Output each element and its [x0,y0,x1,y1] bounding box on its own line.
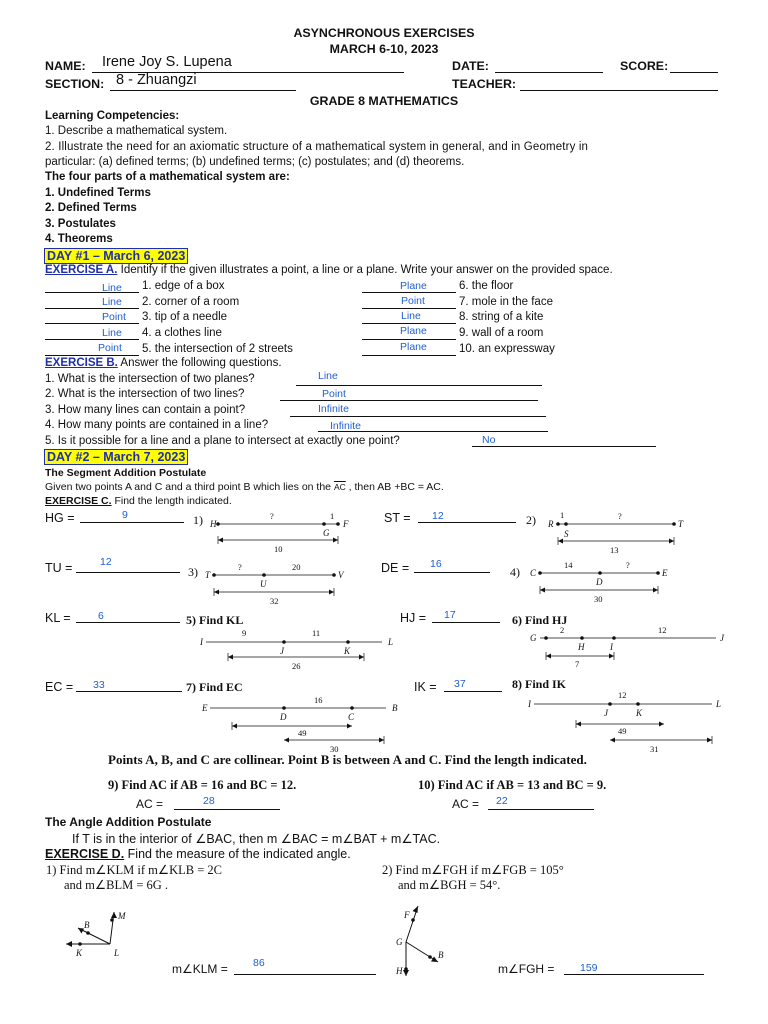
exA-answer-4[interactable]: Line [102,327,122,339]
exA-answer-8[interactable]: Line [401,310,421,322]
day2-banner: DAY #2 – March 7, 2023 [44,449,188,465]
svg-text:31: 31 [650,744,659,754]
competency-2b: particular: (a) defined terms; (b) undefined terms; (c) postulates; and (d) theorems. [45,156,465,168]
hj-label: HJ = [400,611,427,625]
svg-text:12: 12 [658,626,667,635]
svg-text:R: R [548,519,554,529]
figure-3 [186,558,361,608]
angle-postulate-text: If T is in the interior of ∠BAC, then m ∠BAC = m∠BAT + m∠TAC. [72,832,441,846]
figure-5-title: 5) Find KL [186,613,244,627]
svg-text:32: 32 [270,596,279,606]
svg-text:4): 4) [510,565,520,579]
svg-text:14: 14 [564,560,573,570]
worksheet-dates: MARCH 6-10, 2023 [329,42,439,56]
svg-text:7: 7 [575,659,580,669]
svg-text:S: S [564,529,569,539]
figure-1 [190,508,365,556]
exercise-b-instruction: EXERCISE B. Answer the following questions. [45,357,282,369]
svg-text:49: 49 [298,728,307,738]
date-field[interactable] [495,72,603,73]
angle-postulate-title: The Angle Addition Postulate [45,815,212,829]
de-label: DE = [381,561,410,575]
competencies-heading: Learning Competencies: [45,110,180,122]
figure-7 [198,694,408,756]
exercise-d-instruction: EXERCISE D. Find the measure of the indicated angle. [45,847,351,861]
ec-label: EC = [45,680,74,694]
svg-text:D: D [280,712,287,722]
d2-line-1: 2) Find m∠FGH if m∠FGB = 105° [382,863,564,877]
part-3: 3. Postulates [45,218,116,230]
competency-1: 1. Describe a mathematical system. [45,125,228,137]
tu-label: TU = [45,561,73,575]
svg-text:I: I [610,642,613,652]
svg-text:E: E [662,568,668,578]
exA-item-3: 3. tip of a needle [142,311,228,323]
kl-answer[interactable]: 6 [98,610,104,622]
exercise-a-title: EXERCISE A. [45,264,118,276]
de-answer[interactable]: 16 [430,558,442,570]
svg-text:T: T [205,570,211,580]
section-field[interactable]: 8 - Zhuangzi [116,72,197,88]
exA-item-9: 9. wall of a room [459,327,544,339]
p10-label: AC = [452,797,480,811]
score-label: SCORE: [620,59,669,73]
exB-question-1: 1. What is the intersection of two planes? [45,373,255,385]
exB-answer-1[interactable]: Line [318,370,338,382]
name-label: NAME: [45,59,86,73]
svg-text:F: F [343,519,349,529]
svg-text:L: L [388,637,394,647]
exA-answer-2[interactable]: Line [102,296,122,308]
exA-item-5: 5. the intersection of 2 streets [142,343,293,355]
angle-figure-1 [58,904,148,964]
svg-text:H: H [396,966,403,976]
exB-question-2: 2. What is the intersection of two lines? [45,388,245,400]
exercise-a-instruction: EXERCISE A. Identify if the given illustrates a point, a line or a plane. Write your answer on the provided space. [45,264,613,276]
svg-text:H: H [578,642,585,652]
d1-line-1: 1) Find m∠KLM if m∠KLB = 2C [46,863,222,877]
hg-answer[interactable]: 9 [122,509,128,521]
st-answer[interactable]: 12 [432,510,444,522]
svg-text:J: J [720,633,724,643]
svg-text:U: U [260,579,267,589]
svg-text:?: ? [618,511,622,521]
svg-text:L: L [114,948,120,958]
part-2: 2. Defined Terms [45,202,137,214]
hg-label: HG = [45,511,75,525]
teacher-field[interactable] [520,90,718,91]
figure-7-title: 7) Find EC [186,680,243,694]
svg-text:T: T [678,519,684,529]
name-field[interactable]: Irene Joy S. Lupena [102,54,232,70]
exB-question-4: 4. How many points are contained in a line? [45,419,269,431]
figure-6-title: 6) Find HJ [512,613,568,627]
exA-answer-3[interactable]: Point [102,311,126,323]
ec-answer[interactable]: 33 [93,679,105,691]
exB-answer-2[interactable]: Point [322,388,346,400]
svg-text:9: 9 [242,628,247,638]
figure-4 [508,558,688,608]
p10-answer[interactable]: 22 [496,795,508,807]
svg-text:30: 30 [594,594,603,604]
svg-text:?: ? [238,562,242,572]
exB-question-3: 3. How many lines can contain a point? [45,404,246,416]
figure-1-number: 1) [193,513,203,527]
svg-text:16: 16 [314,695,323,705]
problem-10: 10) Find AC if AB = 13 and BC = 9. [418,778,607,792]
exB-answer-4[interactable]: Infinite [330,420,361,432]
ik-label: IK = [414,680,437,694]
svg-text:30: 30 [330,744,339,754]
figure-8 [524,690,744,756]
exB-answer-5[interactable]: No [482,434,496,446]
svg-text:D: D [596,577,603,587]
exercise-c-title: EXERCISE C. [45,495,112,507]
svg-text:1: 1 [330,511,335,521]
svg-text:L: L [716,699,722,709]
svg-text:B: B [392,703,398,713]
collinear-instruction: Points A, B, and C are collinear. Point B is between A and C. Find the length indicated. [108,752,587,767]
p9-label: AC = [136,797,164,811]
exA-item-8: 8. string of a kite [459,311,544,323]
exA-item-4: 4. a clothes line [142,327,222,339]
figure-6 [526,626,752,672]
svg-text:G: G [396,937,403,947]
svg-text:2: 2 [560,626,565,635]
angle-figure-2 [392,902,462,982]
exA-item-2: 2. corner of a room [142,296,240,308]
figure-5 [196,626,396,672]
svg-text:F: F [404,910,410,920]
hj-answer[interactable]: 17 [444,609,456,621]
exA-item-7: 7. mole in the face [459,296,553,308]
exA-item-10: 10. an expressway [459,343,555,355]
svg-text:I: I [200,637,203,647]
segment-postulate-text: Given two points A and C and a third point B which lies on the $\overline{AC}$ , then AB +BC = AC. [45,481,444,493]
exB-question-5: 5. Is it possible for a line and a plane to intersect at exactly one point? [45,435,400,447]
svg-text:11: 11 [312,628,321,638]
d1-line-2: and m∠BLM = 6G . [64,878,169,892]
svg-text:C: C [348,712,355,722]
svg-text:V: V [338,570,344,580]
segment-postulate-title: The Segment Addition Postulate [45,467,207,479]
exercise-d-title: EXERCISE D. [45,847,125,861]
p9-answer[interactable]: 28 [203,795,215,807]
svg-text:E: E [202,703,208,713]
svg-text:H: H [210,519,217,529]
svg-text:20: 20 [292,562,301,572]
kl-label: KL = [45,611,71,625]
competency-2a: 2. Illustrate the need for an axiomatic structure of a mathematical system in general, and in Geometry in [45,141,589,153]
svg-text:12: 12 [618,690,627,700]
exA-item-1: 1. edge of a box [142,280,225,292]
svg-text:10: 10 [274,544,283,554]
exA-answer-5[interactable]: Point [98,342,122,354]
svg-text:M: M [118,911,126,921]
subject-title: GRADE 8 MATHEMATICS [309,94,459,108]
svg-text:26: 26 [292,661,301,671]
figure-2 [524,508,704,556]
svg-text:49: 49 [618,726,627,736]
svg-text:K: K [636,708,643,718]
exA-answer-10[interactable]: Plane [400,341,427,353]
svg-text:?: ? [626,560,630,570]
score-field[interactable] [670,72,718,73]
exB-answer-3[interactable]: Infinite [318,403,349,415]
svg-text:K: K [344,646,351,656]
section-label: SECTION: [45,77,105,91]
exA-answer-9[interactable]: Plane [400,325,427,337]
svg-text:13: 13 [610,545,619,555]
st-label: ST = [384,511,411,525]
d2-answer[interactable]: 159 [580,962,598,974]
svg-text:I: I [528,699,531,709]
svg-text:2): 2) [526,513,536,527]
day1-banner: DAY #1 – March 6, 2023 [44,248,188,264]
parts-heading: The four parts of a mathematical system are: [45,171,290,183]
svg-text:B: B [84,920,90,930]
exA-answer-6[interactable]: Plane [400,280,427,292]
worksheet-title: ASYNCHRONOUS EXERCISES [293,26,475,40]
part-1: 1. Undefined Terms [45,187,151,199]
exercise-b-title: EXERCISE B. [45,357,118,369]
svg-text:J: J [280,646,284,656]
svg-text:K: K [76,948,83,958]
tu-answer[interactable]: 12 [100,556,112,568]
svg-text:3): 3) [188,565,198,579]
part-4: 4. Theorems [45,233,113,245]
d2-line-2: and m∠BGH = 54°. [398,878,501,892]
problem-9: 9) Find AC if AB = 16 and BC = 12. [108,778,297,792]
svg-text:G: G [323,528,330,538]
d2-label: m∠FGH = [498,962,555,976]
d1-answer[interactable]: 86 [253,957,265,969]
ik-answer[interactable]: 37 [454,678,466,690]
exA-item-6: 6. the floor [459,280,514,292]
exA-answer-1[interactable]: Line [102,282,122,294]
teacher-label: TEACHER: [452,77,517,91]
svg-text:1: 1 [560,510,565,520]
exercise-c-instruction: EXERCISE C. Find the length indicated. [45,495,232,507]
figure-8-title: 8) Find IK [512,677,567,691]
svg-text:J: J [604,708,608,718]
exA-answer-7[interactable]: Point [401,295,425,307]
svg-text:C: C [530,568,537,578]
date-label: DATE: [452,59,489,73]
svg-text:B: B [438,950,444,960]
svg-text:G: G [530,633,537,643]
d1-label: m∠KLM = [172,962,228,976]
svg-text:?: ? [270,511,274,521]
